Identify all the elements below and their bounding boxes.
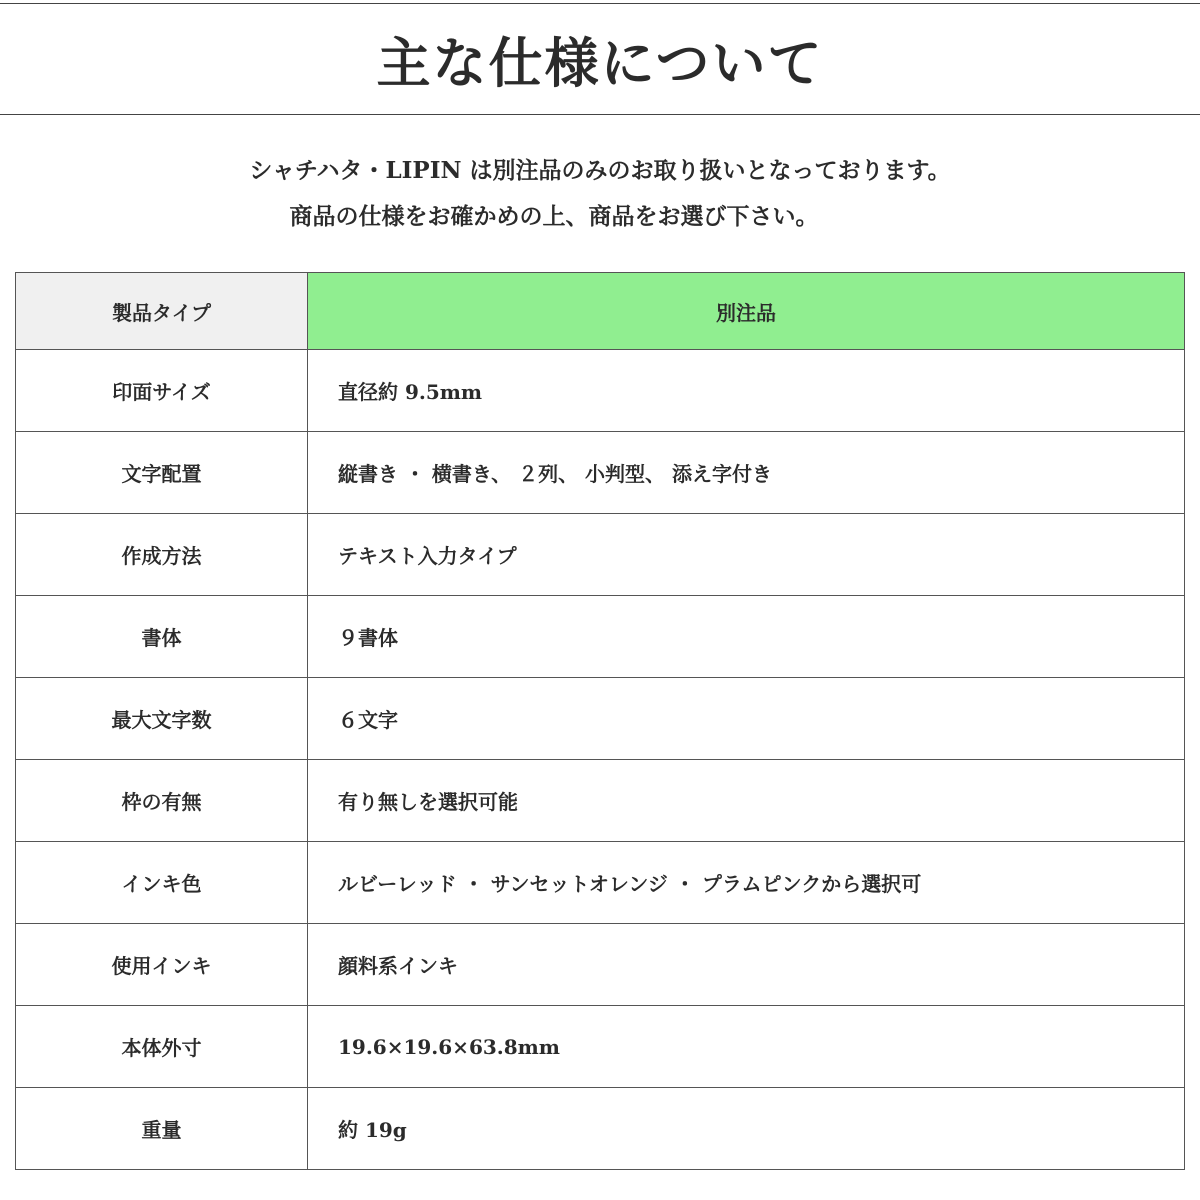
spec-value: 19.6×19.6×63.8mm: [308, 1006, 1185, 1088]
spec-label: 印面サイズ: [16, 350, 308, 432]
spec-label: インキ色: [16, 842, 308, 924]
table-row: [16, 432, 1185, 514]
spec-label: 文字配置: [16, 432, 308, 514]
spec-value: 直径約 9.5mm: [308, 350, 1185, 432]
spec-value: 縦書き ・ 横書き、 ２列、 小判型、 添え字付き: [308, 432, 1185, 514]
spec-label: 枠の有無: [16, 760, 308, 842]
spec-label: 作成方法: [16, 514, 308, 596]
spec-value: 顔料系インキ: [308, 924, 1185, 1006]
table-row: [16, 350, 1185, 432]
intro-text: [0, 148, 1200, 240]
table-row: [16, 514, 1185, 596]
table-row: [16, 924, 1185, 1006]
table-row: [16, 842, 1185, 924]
table-row: [16, 760, 1185, 842]
table-row: [16, 596, 1185, 678]
table-row: [16, 1088, 1185, 1170]
spec-value: 約 19g: [308, 1088, 1185, 1170]
spec-header-row: [16, 273, 1185, 350]
spec-label: 最大文字数: [16, 678, 308, 760]
spec-value: 有り無しを選択可能: [308, 760, 1185, 842]
spec-label: 使用インキ: [16, 924, 308, 1006]
spec-value: ルビーレッド ・ サンセットオレンジ ・ プラムピンクから選択可: [308, 842, 1185, 924]
intro-line-2: 商品の仕様をお確かめの上、商品をお選び下さい。: [289, 203, 819, 230]
spec-value: ６文字: [308, 678, 1185, 760]
spec-value: ９書体: [308, 596, 1185, 678]
spec-header-label: 製品タイプ: [16, 273, 308, 350]
spec-table: [15, 272, 1185, 1170]
spec-header-value: 別注品: [308, 273, 1185, 350]
page-title: 主な仕様について: [376, 30, 824, 95]
spec-value: テキスト入力タイプ: [308, 514, 1185, 596]
intro-line-1: シャチハタ・LIPIN は別注品のみのお取り扱いとなっております。: [249, 157, 951, 184]
title-bar: [0, 3, 1200, 115]
table-row: [16, 1006, 1185, 1088]
spec-label: 本体外寸: [16, 1006, 308, 1088]
table-row: [16, 678, 1185, 760]
spec-label: 書体: [16, 596, 308, 678]
spec-label: 重量: [16, 1088, 308, 1170]
